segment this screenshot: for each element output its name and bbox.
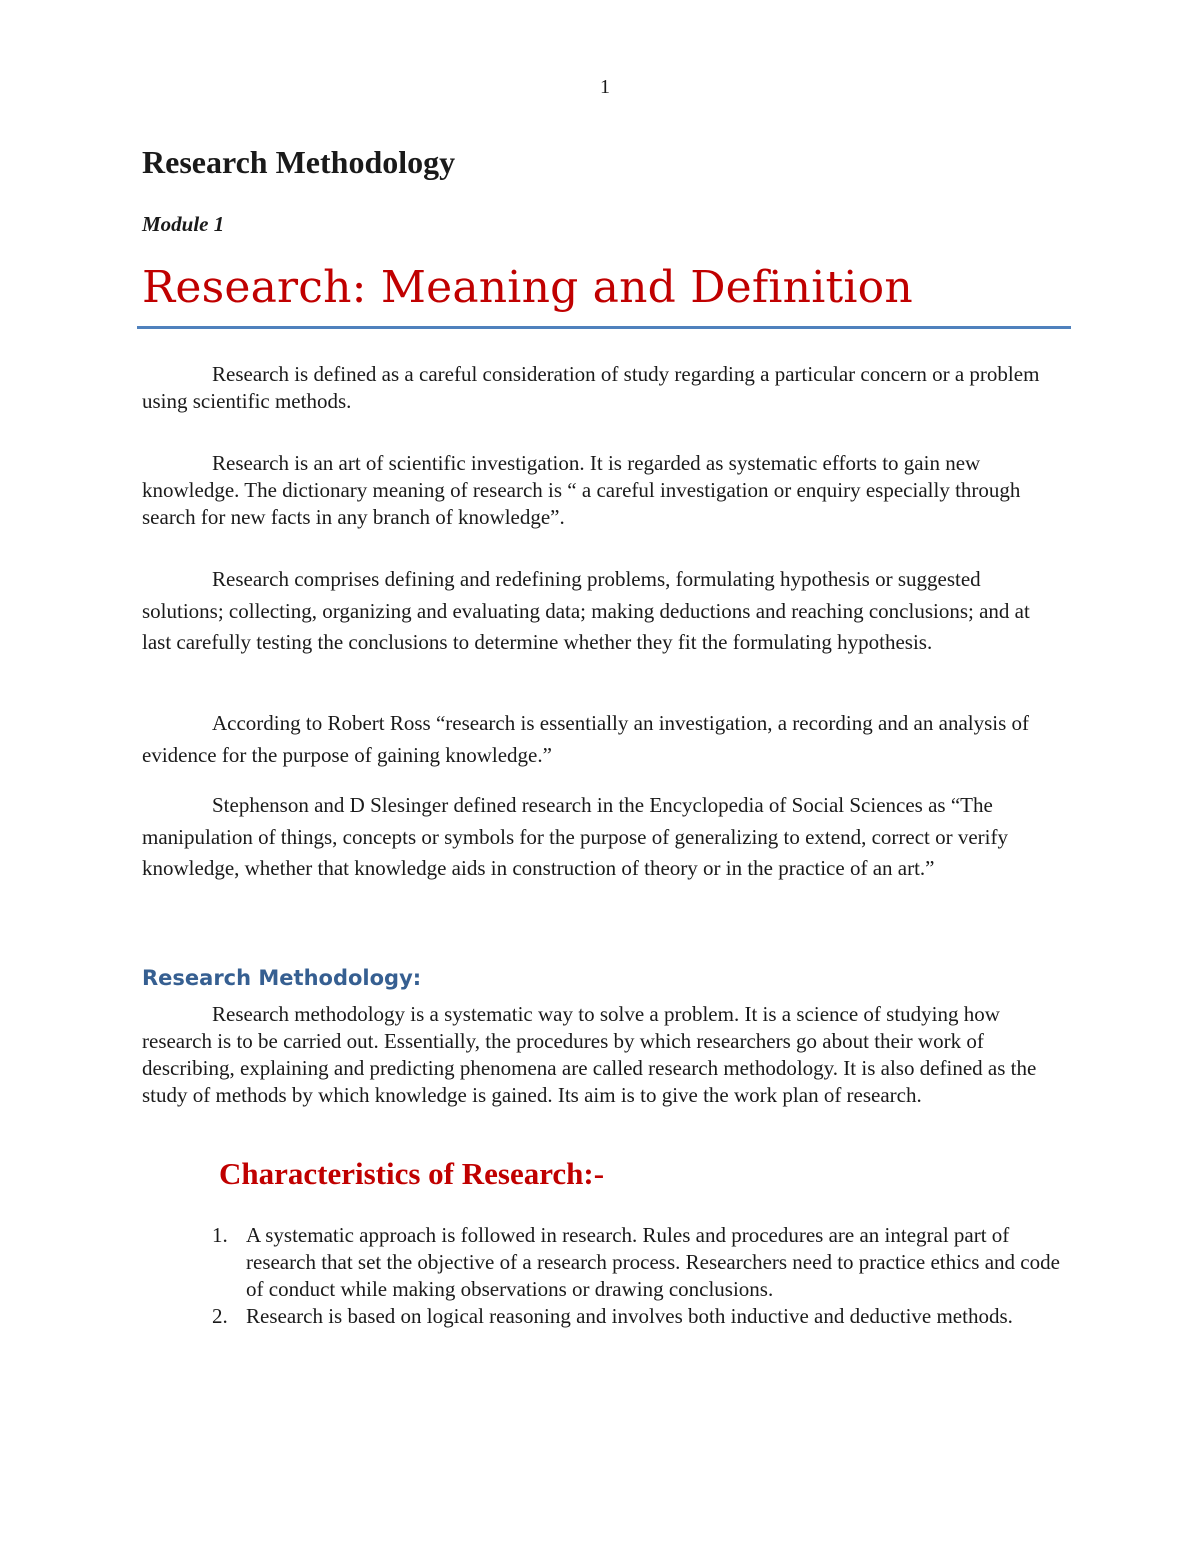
- characteristics-list: [212, 1222, 1062, 1330]
- list-item-text: Research is based on logical reasoning and involves both inductive and deductive methods.: [246, 1304, 1013, 1328]
- list-item: [212, 1303, 1062, 1330]
- paragraph-comprises: Research comprises defining and redefining problems, formulating hypothesis or suggested solutions; collecting, organizing and evaluating data; making deductions and reaching conclusions; and at last carefully testing the conclusions to determine whether they fit the formulating hypothesis.: [142, 567, 1030, 654]
- paragraph-art-of-investigation: Research is an art of scientific investigation. It is regarded as systematic efforts to gain new knowledge. The dictionary meaning of research is “ a careful investigation or enquiry especially through search for new facts in any branch of knowledge”.: [142, 451, 1021, 529]
- heading-underline: [137, 326, 1071, 329]
- characteristics-heading: Characteristics of Research:-: [219, 1156, 605, 1191]
- methodology-heading: Research Methodology:: [142, 966, 422, 990]
- page-number: 1: [600, 76, 610, 98]
- paragraph-robert-ross: According to Robert Ross “research is essentially an investigation, a recording and an analysis of evidence for the purpose of gaining knowledge.”: [142, 711, 1030, 767]
- document-title: Research Methodology: [142, 144, 456, 180]
- main-heading: Research: Meaning and Definition: [142, 262, 913, 313]
- paragraph-definition: Research is defined as a careful consideration of study regarding a particular concern or a problem using scientific methods.: [142, 362, 1040, 413]
- list-item-number: 2.: [212, 1304, 228, 1328]
- paragraph-stephenson-slesinger: Stephenson and D Slesinger defined research in the Encyclopedia of Social Sciences as “The manipulation of things, concepts or symbols for the purpose of generalizing to extend, correct or verify knowledge, whether that knowledge aids in construction of theory or in the practice of an art.”: [142, 793, 1009, 880]
- list-item-number: 1.: [212, 1223, 228, 1247]
- module-label: Module 1: [142, 212, 225, 236]
- paragraph-methodology: Research methodology is a systematic way to solve a problem. It is a science of studying how research is to be carried out. Essentially, the procedures by which researchers go about their work of describing, explaining and predicting phenomena are called research methodology. It is also defined as the study of methods by which knowledge is gained. Its aim is to give the work plan of research.: [142, 1002, 1037, 1107]
- list-item: [212, 1222, 1062, 1303]
- list-item-text: A systematic approach is followed in research. Rules and procedures are an integral part of research that set the objective of a research process. Researchers need to practice ethics and code of conduct while making observations or drawing conclusions.: [246, 1223, 1060, 1301]
